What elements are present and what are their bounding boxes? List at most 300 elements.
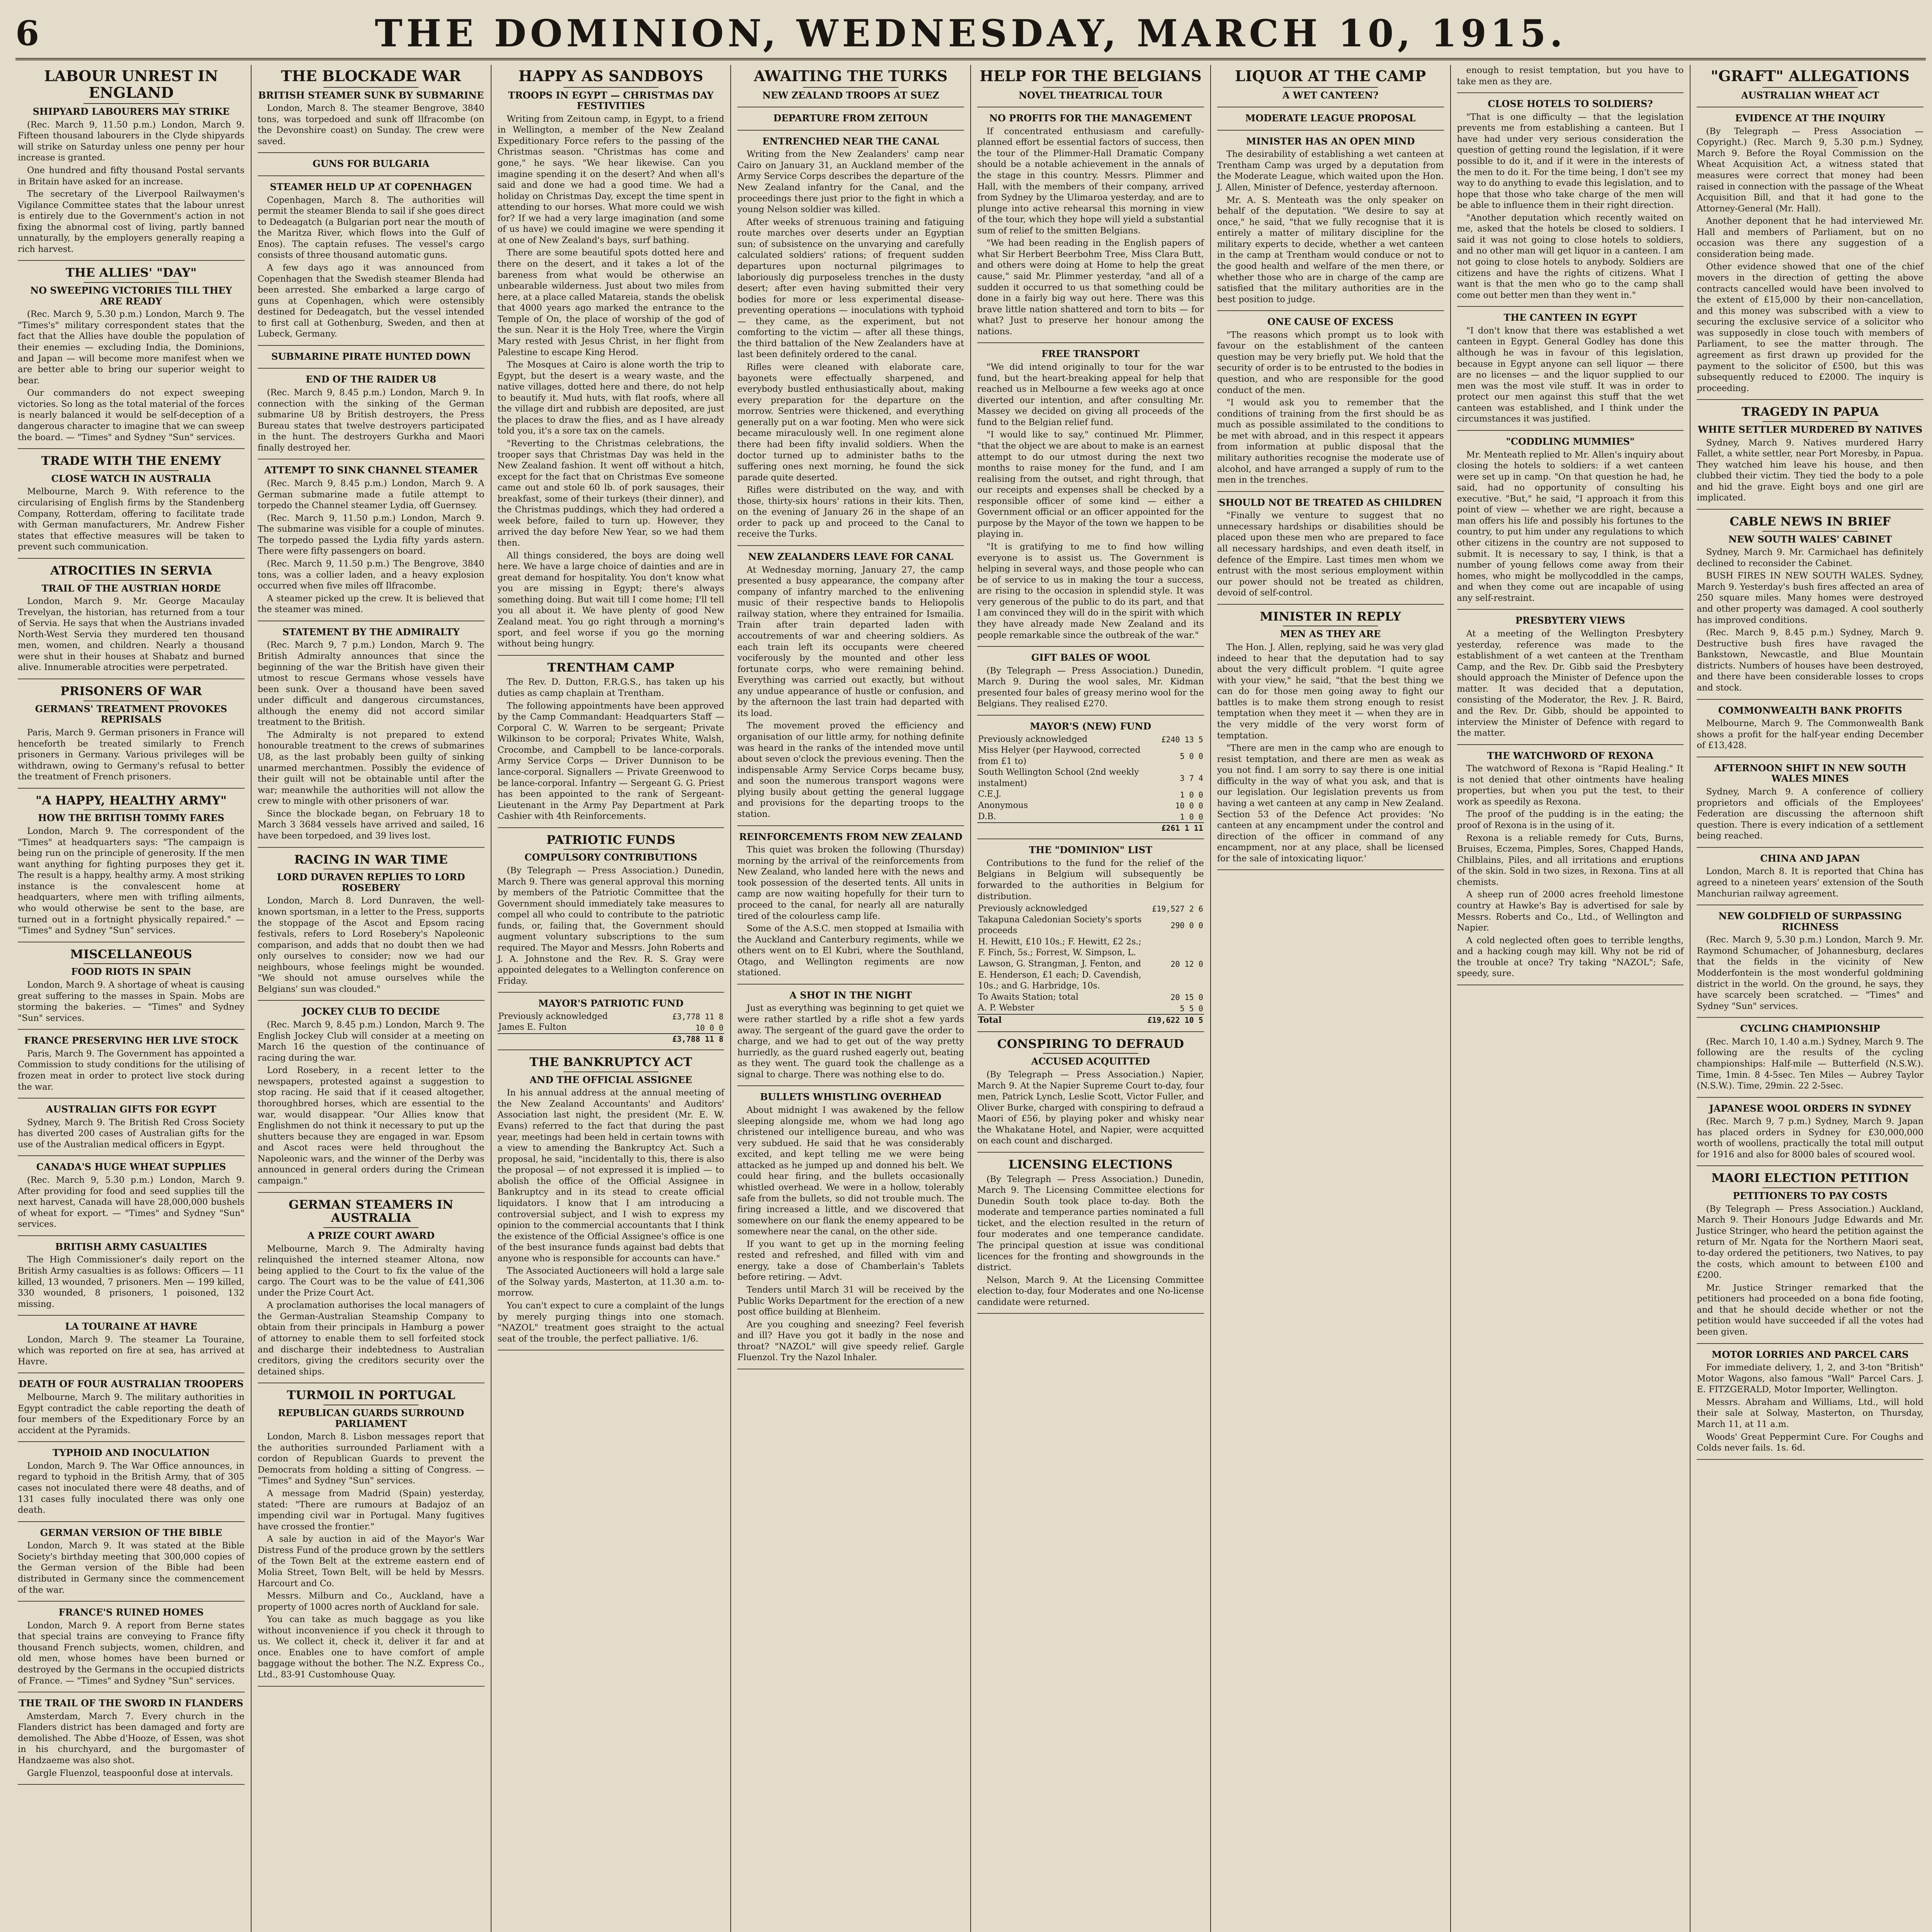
divider	[563, 849, 658, 850]
article	[18, 1698, 245, 1785]
list-row	[977, 734, 1204, 745]
donor-name: Miss Helyer (per Haywood, corrected from £1 to)	[978, 745, 1141, 766]
article	[1697, 405, 1923, 510]
divider	[563, 1071, 658, 1072]
subheadline: LA TOURAINE AT HAVRE	[65, 1321, 197, 1332]
article-paragraph: London, March 8. The steamer Bengrove, 3840 tons, was torpedoed and sunk off Ilfracombe (on the Devonshire coast) on Sunday. The crew were saved.	[257, 103, 485, 146]
donor-name: C.E.J.	[978, 789, 1002, 799]
article	[18, 1321, 245, 1373]
subheadline: A WET CANTEEN?	[1282, 89, 1379, 101]
article-paragraph: The following appointments have been approved by the Camp Commandant: Headquarters Staff — Corporal C. W. Warren to be sergeant; Private Wilkinson to be corporal; Privates White, Walsh, Crocombe, and Campbell to be lance-corporals. Army Service Corps — Driver Dunnison to be lance-corporal. Signallers — Private Greenwood to be lance-corporal. Infantry — Sergeant G. G. Priest has been appointed to the rank of Sergeant-Lieutenant in the Army Pay Department at Park Cashier with 4th Reinforcements.	[497, 701, 724, 821]
divider	[1762, 87, 1857, 88]
article-paragraph: Writing from Zeitoun camp, in Egypt, to a friend in Wellington, a member of the New Zealand Expeditionary Force refers to the passing of the Christmas season. "Christmas has come and gone," he says. "We hear likewise. Can you imagine spending it on the desert? And when all's said and done we had a good time. We had a holiday on Christmas Day, except the time spent in attending to our horses. What more could we wish for? If we had a very large imagination (and some of us have) we could imagine we were spending it at one of New Zealand's bays, surf bathing.	[497, 114, 724, 245]
headline: CONSPIRING TO DEFRAUD	[997, 1037, 1184, 1051]
column-2	[252, 65, 492, 1932]
subheadline: DEATH OF FOUR AUSTRALIAN TROOPERS	[19, 1378, 244, 1390]
column-3	[492, 65, 731, 1932]
subheadline: CLOSE HOTELS TO SOLDIERS?	[1488, 98, 1653, 110]
article-paragraph: A proclamation authorises the local managers of the German-Australian Steamship Company to obtain from their principals in Hamburg a power of attorney to enable them to sell forfeited stock and discharge their indebtedness to Australian creditors, giving the creditors security over the detained ships.	[257, 1300, 485, 1377]
article	[258, 1006, 485, 1192]
article	[977, 845, 1204, 1032]
article-paragraph: Sydney, March 9. The British Red Cross Society has diverted 200 cases of Australian gifts for the use of the Australian medical officers in Egypt.	[18, 1117, 245, 1150]
article	[18, 1242, 245, 1316]
subheadline: ONE CAUSE OF EXCESS	[1267, 316, 1394, 328]
article	[977, 652, 1204, 716]
subheadline: FREE TRANSPORT	[1041, 348, 1140, 360]
subheadline: TRAIL OF THE AUSTRIAN HORDE	[41, 582, 221, 594]
article-paragraph: Paris, March 9. German prisoners in France will henceforth be treated similarly to French prisoners in Germany. Various privileges will be withdrawn, owing to Germany's refusal to better the treatment of French prisoners.	[18, 727, 245, 782]
article	[1457, 99, 1684, 307]
total-amount: £19,622 10 5	[1146, 1014, 1204, 1026]
total-label	[977, 823, 1160, 833]
subheadline: STEAMER HELD UP AT COPENHAGEN	[270, 181, 472, 192]
article-paragraph: Paris, March 9. The Government has appointed a Commission to study conditions for the utilising of frozen meat in order to protect live stock during the war.	[18, 1048, 245, 1092]
subheadline: NO SWEEPING VICTORIES TILL THEY ARE READY	[30, 285, 232, 307]
headline: AWAITING THE TURKS	[753, 67, 948, 85]
article	[977, 68, 1204, 107]
article-paragraph: The High Commissioner's daily report on the British Army casualties is as follows: Officers — 11 killed, 13 wounded, 7 prisoners. Men — 199 killed, 330 wounded, 8 prisoners, 1 poisoned, 132 missing.	[18, 1255, 245, 1309]
article-paragraph: London, March 9. A report from Berne states that special trains are conveying to France fifty thousand French subjects, women, children, and old men, whose homes have been burned or destroyed by the Germans in the occupied districts of France. — "Times" and Sydney "Sun" services.	[18, 1620, 245, 1686]
subheadline: AND THE OFFICIAL ASSIGNEE	[529, 1074, 692, 1085]
article	[18, 1104, 245, 1156]
masthead	[15, 12, 1926, 60]
donor-name: Anonymous	[978, 801, 1028, 811]
article-paragraph: "Reverting to the Christmas celebrations, the trooper says that Christmas Day was held in the New Zealand fashion. It went off without a hitch, except for the fact that on Christmas Eve someone came out and stole 60 lb. of pork sausages, their breakfast, some of their turkeys (their dinner), and the Christmas puddings, which they had ordered a week before, failed to turn up. However, they arrived the day before New Year, so we had them then.	[497, 439, 724, 548]
divider	[83, 282, 179, 283]
headline: RACING IN WAR TIME	[294, 852, 448, 867]
article	[1697, 1103, 1923, 1167]
article-paragraph: "I would like to say," continued Mr. Plimmer, "that the object we are about to make is an earnest attempt to do our utmost during the next two months to raise money for the fund, and I am realising from the outset, and right through, that our receipts and expenses shall be checked by a responsible officer of some kind — either a Government official or an officer appointed for the purpose by the Mayor of the town we happen to be playing in.	[977, 430, 1204, 539]
subheadline: REINFORCEMENTS FROM NEW ZEALAND	[739, 831, 963, 842]
subheadline: GERMAN VERSION OF THE BIBLE	[40, 1527, 223, 1538]
article-paragraph: (Rec. March 9, 8.45 p.m.) London, March 9. A German submarine made a futile attempt to torpedo the Channel steamer Lydia, off Guernsey.	[257, 478, 485, 511]
article-paragraph: London, March 9. The correspondent of the "Times" at headquarters says: "The campaign is being run on the principle of generosity. If the men want anything for fighting purposes they get it. The result is a happy, healthy army. A most striking instance is the convalescent home at headquarters, where men with trifling ailments, who would otherwise be sent to the base, are turned out in a fortnight physically repaired." — "Times" and Sydney "Sun" services.	[18, 826, 245, 936]
article-paragraph: The movement proved the efficiency and organisation of our little army, for nothing definite was heard in the ranks of the intended move until about seven o'clock the previous evening. Then the indispensable Army Service Corps became busy, and soon the numerous transport wagons were plying busily about getting the general luggage and provisions for the departing troops to the station.	[737, 721, 964, 819]
subheadline: NEW ZEALAND TROOPS AT SUEZ	[762, 89, 939, 101]
article-paragraph: (By Telegraph — Press Association.) Auckland, March 9. Their Honours Judge Edwards and Mr. Justice Stringer, who heard the petition against the return of Mr. Ngata for the Northern Maori seat, to-day ordered the petitioners, two Natives, to pay the costs, which amount to between £100 and £200.	[1697, 1204, 1923, 1281]
donor-name: A. P. Webster	[978, 1003, 1034, 1013]
subheadline: FOOD RIOTS IN SPAIN	[71, 966, 191, 978]
article-paragraph: (By Telegraph — Press Association.) Dunedin, March 9. The Licensing Committee elections for Dunedin South took place to-day. Both the moderate and temperance parties nominated a full ticket, and the election resulted in the return of four moderates and one temperance candidate. The principal question at issue was conditional licences for the fronting and showgrounds in the district.	[977, 1174, 1204, 1273]
headline: "GRAFT" ALLEGATIONS	[1711, 67, 1910, 85]
article-paragraph: You can't expect to cure a complaint of the lungs by merely purging things into one stomach. "NAZOL" treatment goes straight to the actual seat of the trouble, the perfect palliative. 1/6.	[497, 1301, 724, 1344]
donation-amount: 10 0 0	[1175, 801, 1203, 811]
subheadline: MOTOR LORRIES AND PARCEL CARS	[1711, 1349, 1909, 1360]
divider	[1043, 87, 1138, 88]
article	[18, 794, 245, 942]
subheadline: A SHOT IN THE NIGHT	[789, 989, 912, 1001]
article	[18, 1607, 245, 1692]
subheadline: LORD DURAVEN REPLIES TO LORD ROSEBERY	[277, 871, 465, 893]
article	[18, 564, 245, 679]
headline: THE ALLIES' "DAY"	[65, 266, 197, 280]
article-paragraph: Other evidence showed that one of the chief movers in the direction of getting the above contracts cancelled would have been involved to the extent of £15,000 by their non-cancellation, and this money was subscribed with a view to securing the exclusive service of a solicitor who was supposedly in close touch with members of Parliament, to see the matter through. The agreement as first drawn up provided for the payment to the solicitor of £500, but this was subsequently reduced to £2000. The inquiry is proceeding.	[1697, 262, 1923, 393]
subheadline: MAYOR'S PATRIOTIC FUND	[538, 998, 684, 1009]
list-row	[977, 915, 1204, 937]
article-paragraph: The Associated Auctioneers will hold a large sale of the Solway yards, Masterton, at 11.30 a.m. to-morrow.	[497, 1266, 724, 1298]
article	[977, 113, 1204, 343]
divider	[83, 470, 179, 471]
subscription-list	[977, 903, 1204, 1026]
subheadline: SUBMARINE PIRATE HUNTED DOWN	[271, 350, 471, 362]
subheadline: NEW SOUTH WALES' CABINET	[1728, 533, 1892, 545]
subheadline: A PRIZE COURT AWARD	[307, 1230, 435, 1241]
divider	[323, 87, 418, 88]
article	[498, 998, 724, 1050]
donation-amount: 20 15 0	[1170, 993, 1203, 1002]
article	[977, 721, 1204, 839]
article-paragraph: Are you coughing and sneezing? Feel feverish and ill? Have you got it badly in the nose and throat? "NAZOL" will give speedy relief. Gargle Fluenzol. Try the Nazol Inhaler.	[737, 1319, 964, 1363]
subheadline: REPUBLICAN GUARDS SURROUND PARLIAMENT	[278, 1407, 464, 1429]
article-paragraph: "Finally we venture to suggest that no unnecessary hardships or disabilities should be placed upon these men who are prepared to face all necessary hardships, and even death itself, in defence of the Empire. Last times men whom we entrust with the most serious employment within our power should not be treated as children, devoid of self-control.	[1217, 510, 1444, 598]
headline: MAORI ELECTION PETITION	[1711, 1171, 1909, 1185]
article-paragraph: The watchword of Rexona is "Rapid Healing." It is not denied that other ointments have healing properties, but when you put the test, to their work as speedily as Rexona.	[1457, 764, 1684, 807]
article-paragraph: The Hon. J. Allen, replying, said he was very glad indeed to hear that the deputation had to say about the very difficult problem. "I quite agree with your view," he said, "that the best thing we can do for those men going away to fight our battles is to make them strong enough to resist temptation when they meet it — when they are in the very middle of the very worst form of temptation.	[1217, 642, 1444, 741]
subheadline: NOVEL THEATRICAL TOUR	[1019, 89, 1163, 101]
article-paragraph: enough to resist temptation, but you have to take men as they are.	[1457, 65, 1684, 87]
subheadline: CHINA AND JAPAN	[1760, 852, 1860, 864]
article-paragraph: A sheep run of 2000 acres freehold limestone country at Hawke's Bay is advertised for sale by Messrs. Roberts and Co., Ltd., of Wellington and Napier.	[1457, 889, 1684, 933]
column-4	[731, 65, 971, 1932]
headline: THE BLOCKADE WAR	[281, 67, 461, 85]
donor-name: James E. Fulton	[498, 1022, 567, 1032]
headline: GERMAN STEAMERS IN AUSTRALIA	[289, 1197, 454, 1225]
article	[18, 454, 245, 559]
subheadline: THE WATCHWORD OF REXONA	[1487, 750, 1654, 761]
article-paragraph: Some of the A.S.C. men stopped at Ismailia with the Auckland and Canterbury regiments, while we others went on to El Kubri, where the Southland, Otago, and Wellington regiments are now stationed.	[737, 923, 964, 978]
article	[1457, 312, 1684, 431]
article-paragraph: Messrs. Milburn and Co., Auckland, have a property of 1000 acres north of Auckland for sale.	[257, 1591, 485, 1612]
subheadline: COMMONWEALTH BANK PROFITS	[1718, 704, 1902, 716]
column-6	[1211, 65, 1451, 1932]
article-paragraph: "We had been reading in the English papers of what Sir Herbert Beerbohm Tree, Miss Clara Butt, and others were doing at Home to help the great cause," said Mr. Plimmer yesterday, "and all of a sudden it occurred to us that something could be done in a fairly big way out here. There was this brave little nation shattered and torn to bits — for what? Just to preserve her honour among the nations.	[977, 238, 1204, 337]
subheadline: ACCUSED ACQUITTED	[1031, 1056, 1150, 1067]
article	[258, 351, 485, 369]
headline: TURMOIL IN PORTUGAL	[287, 1388, 456, 1403]
article-paragraph: There are some beautiful spots dotted here and there on the desert, and it takes a lot of the bareness from what would be otherwise an unbearable wilderness. Just about two miles from here, at a place called Matareia, stands the obelisk that 4000 years ago marked the entrance to the Temple of On, the place of worship of the god of the sun. Near it is the Holy Tree, where the Virgin Mary rested with Jesus Christ, in her flight from Palestine to escape King Herod.	[497, 248, 724, 357]
article-paragraph: "The reasons which prompt us to look with favour on the establishment of the canteen question may be very briefly put. We hold that the security of order is to be entrusted to the bodies in question, and who are responsible for the good conduct of the men.	[1217, 330, 1444, 395]
article-paragraph: "I don't know that there was established a wet canteen in Egypt. General Godley has done this although he was in favour of this legislation, because in Egypt anyone can sell liquor — there are no licenses — and the liquor supplied to our men was the most vile stuff. It was in order to protect our men against this stuff that the wet canteen was established, and I think under the circumstances it was justified.	[1457, 325, 1684, 424]
article-paragraph: (By Telegraph — Press Association.) Napier, March 9. At the Napier Supreme Court to-day, four men, Patrick Lynch, Leslie Scott, Victor Fuller, and Oliver Burke, charged with conspiring to defraud a Maori of £56, by playing poker and whisky near the Whakatane Hotel, and Napier, were acquitted on each count and discharged.	[977, 1069, 1204, 1146]
divider	[1043, 1053, 1138, 1054]
article-paragraph: In his annual address at the annual meeting of the New Zealand Accountants' and Auditors' Association last night, the president (Mr. E. W. Evans) referred to the fact that during the past year, meetings had been held in certain towns with a view to amending the Bankruptcy Act. Such a proposal, he said, "incidentally to this, there is also the proposal — of not expressed it is implied — to abolish the office of the Official Assignee in Bankruptcy and in its stead to create official liquidators. I know that I am introducing a controversial subject, and I wish to express my opinion to the commercial accountants that I think the existence of the Official Assignee's office is one of the best insurance funds against bad debts that anyone who is responsible for accounts can have."	[497, 1088, 724, 1264]
subheadline: NO PROFITS FOR THE MANAGEMENT	[989, 112, 1192, 124]
donor-name: H. Hewitt, £10 10s.; F. Hewitt, £2 2s.; F. Finch, 5s.; Forrest, W. Simpson, L. Lawson, G. Strangman, J. Fenton, and E. Henderson, £1 each; D. Cavendish, 10s.; and G. Harbridge, 10s.	[978, 937, 1141, 991]
subheadline: AUSTRALIAN WHEAT ACT	[1741, 89, 1879, 101]
article-paragraph: The Admiralty is not prepared to extend honourable treatment to the crews of submarines U8, as the last probably been guilty of sinking unarmed merchantmen. Possibly the evidence of their guilt will not be obtainable until after the war; meanwhile the authorities will not allow the crew to mingle with other prisoners of war.	[257, 730, 485, 806]
headline: MISCELLANEOUS	[70, 947, 192, 961]
article-paragraph: "That is one difficulty — that the legislation prevents me from establishing a canteen. But I have had under very serious consideration the question of getting round the legislation, if it were possible to do it, and if it were in the interests of the men to do it. For the time being, I don't see my way to do anything to evade this legislation, and to hope that those who take charge of the men will be able to influence them in their right direction.	[1457, 112, 1684, 211]
subheadline: GUNS FOR BULGARIA	[312, 158, 430, 170]
article	[737, 68, 964, 107]
article-paragraph: About midnight I was awakened by the fellow sleeping alongside me, whom we had long ago christened our intelligence bureau, and who was very subdued. He said that he was considerably excited, and kept telling me we were being attacked as he jumped up and donned his belt. We could hear firing, and the bullets occasionally whistled overhead. We were in a hollow, tolerably safe from the bullets, so did not trouble much. The firing increased a little, and we discovered that somewhere on our flank the enemy appeared to be somewhere near the canal, on the other side.	[737, 1105, 964, 1237]
article-paragraph: At a meeting of the Wellington Presbytery yesterday, reference was made to the establishment of a wet canteen at the Trentham Camp, and the Rev. Dr. Gibb said the Presbytery should approach the Minister of Defence upon the matter. It was decided that a deputation, consisting of the Moderator, the Rev. J. R. Baird, and the Rev. Dr. Gibb, should be appointed to interview the Minister of Defence with regard to the matter.	[1457, 629, 1684, 738]
donation-amount: 1 0 0	[1180, 790, 1203, 799]
article-paragraph: (By Telegraph — Press Association.) Dunedin, March 9. During the wool sales, Mr. Kidman presented four bales of greasy merino wool for the Belgians. They realised £270.	[977, 665, 1204, 709]
article-paragraph: London, March 9. The steamer La Touraine, which was reported on fire at sea, has arrived at Havre.	[18, 1334, 245, 1367]
headline: HELP FOR THE BELGIANS	[980, 67, 1202, 85]
donation-amount: 1 0 0	[1180, 812, 1203, 821]
article-paragraph: "There are men in the camp who are enough to resist temptation, and there are men as weak as you not find. I am sorry to say there is one initial difficulty in the way of what you ask, and that is our legislation. Our legislation prevents us from having a wet canteen at any camp in New Zealand. Section 53 of the Defence Act provides: 'No canteen at any encampment under the control and direction of the officer in command of any encampment, nor at any place, shall be licensed for the sale of intoxicating liquor.'	[1217, 743, 1444, 864]
subheadline: CYCLING CHAMPIONSHIP	[1740, 1023, 1880, 1034]
article	[498, 68, 724, 656]
subheadline: SHOULD NOT BE TREATED AS CHILDREN	[1219, 497, 1442, 508]
subheadline: BRITISH STEAMER SUNK BY SUBMARINE	[258, 89, 484, 101]
article-paragraph: Amsterdam, March 7. Every church in the Flanders district has been damaged and forty are demolished. The Abbe d'Hooze, of Essen, was shot in his churchyard, and the burgomaster of Handzaeme was also shot.	[18, 1711, 245, 1765]
article	[18, 685, 245, 789]
article-paragraph: Melbourne, March 9. With reference to the circularising of English firms by the Standenberg Company, Rotterdam, offering to facilitate trade with German manufacturers, Mr. Andrew Fisher states that effective measures will be taken to prevent such communication.	[18, 486, 245, 552]
article	[1457, 615, 1684, 745]
article-paragraph: For immediate delivery, 1, 2, and 3-ton "British" Motor Wagons, also famous "Wall" Parcel Cars. J. E. FITZGERALD, Motor Importer, Wellington.	[1697, 1362, 1923, 1395]
donation-amount: 20 12 0	[1170, 959, 1203, 969]
article	[1697, 853, 1923, 905]
article-paragraph: Rifles were cleaned with elaborate care, bayonets were effectually sharpened, and everybody bustled enthusiastically about, making every preparation for the departure on the morrow. Sentries were thickened, and everything generally put on a war footing. Men who were sick became miraculously well. In one regiment alone there had been fifty invalid soldiers. When the doctor turned up to administer baths to the suffering ones next morning, he found the sick parade quite deserted.	[737, 362, 964, 483]
subheadline: GERMANS' TREATMENT PROVOKES REPRISALS	[35, 703, 227, 725]
article-paragraph: (Rec. March 9, 11.50 p.m.) London, March 9. The submarine was visible for a couple of minutes. The torpedo passed the Lydia fifty yards astern. There were fifty passengers on board.	[257, 513, 485, 556]
article-paragraph: A cold neglected often goes to terrible lengths, and a hacking cough may kill. Why not be rid of the trouble at once? Try taking "NAZOL"; Safe, speedy, sure.	[1457, 935, 1684, 979]
article-paragraph: (Rec. March 9, 7 p.m.) London, March 9. The British Admiralty announces that since the beginning of the war the British have given their utmost to rescue Germans whose vessels have been sunk. Over a thousand have been saved under difficult and dangerous circumstances, although the enemy did not accord similar treatment to the British.	[257, 640, 485, 728]
article-paragraph: Messrs. Abraham and Williams, Ltd., will hold their sale at Solway, Masterton, on Thursday, March 11, at 11 a.m.	[1697, 1397, 1923, 1429]
article-paragraph: Sydney, March 9. Natives murdered Harry Fallet, a white settler, near Port Moresby, in Papua. They watched him leave his house, and then clubbed their victim. They tied the body to a pole and hid the grave. Eight boys and one girl are implicated.	[1697, 437, 1923, 503]
subheadline: PETITIONERS TO PAY COSTS	[1733, 1190, 1888, 1202]
article-paragraph: London, March 8. Lord Dunraven, the well-known sportsman, in a letter to the Press, supports the stoppage of the Ascot and Epsom racing festivals, refers to Lord Rosebery's Napoleonic comparison, and adds that no doubt then we had only ourselves to consider; now we had our neighbours, whose feelings might be wounded. "We should not amuse ourselves while the Belgians' sun was clouded."	[257, 896, 485, 994]
list-row	[977, 811, 1204, 823]
subheadline: AUSTRALIAN GIFTS FOR EGYPT	[46, 1104, 216, 1115]
newspaper-title: THE DOMINION, WEDNESDAY, MARCH 10, 1915.	[374, 12, 1567, 55]
article-paragraph: Tenders until March 31 will be received by the Public Works Department for the erection of a new post office building at Blenheim.	[737, 1285, 964, 1317]
article-paragraph: (Rec. March 9, 11.50 p.m.) The Bengrove, 3840 tons, was a collier laden, and a heavy explosion occurred when five miles off Ilfracombe.	[257, 558, 485, 591]
subheadline: THE TRAIL OF THE SWORD IN FLANDERS	[19, 1697, 243, 1709]
article	[1217, 136, 1444, 311]
donation-amount: 290 0 0	[1170, 921, 1203, 930]
subheadline: BULLETS WHISTLING OVERHEAD	[760, 1091, 942, 1103]
article-paragraph: London, March 8. Lisbon messages report that the authorities surrounded Parliament with a cordon of Republican Guards to prevent the Democrats from holding a sitting of Congress. — "Times" and Sydney "Sun" services.	[257, 1432, 485, 1486]
article-paragraph: One hundred and fifty thousand Postal servants in Britain have asked for an increase.	[18, 165, 245, 187]
list-row	[977, 789, 1204, 800]
article	[18, 1035, 245, 1099]
list-row	[977, 903, 1204, 915]
subheadline: DEPARTURE FROM ZEITOUN	[773, 112, 928, 124]
article-paragraph: (By Telegraph — Press Association — Copyright.) (Rec. March 9, 5.30 p.m.) Sydney, March 9. Before the Royal Commission on the Wheat Acquisition Act, a witness stated that measures were correct that money had been raised in connection with the passage of the Wheat Acquisition Bill, and that it had gone to the Attorney-General (Mr. Hall).	[1697, 126, 1923, 214]
article-paragraph: (Rec. March 9, 5.30 p.m.) London, March 9. After providing for food and seed supplies till the next harvest, Canada will have 28,000,000 bushels of wheat for export. — "Times" and Sydney "Sun" services.	[18, 1175, 245, 1230]
donor-name: Previously acknowledged	[498, 1011, 608, 1021]
article-paragraph: Sydney, March 9. Mr. Carmichael has definitely declined to reconsider the Cabinet.	[1697, 547, 1923, 568]
divider	[1762, 531, 1857, 532]
subheadline: COMPULSORY CONTRIBUTIONS	[524, 852, 697, 863]
article	[737, 1092, 964, 1369]
article-paragraph: Writing from the New Zealanders' camp near Cairo on January 31, an Auckland member of the Army Service Corps describes the departure of the New Zealand infantry for the Canal, and the proceedings there just prior to the fight in which a young Nelson soldier was killed.	[737, 149, 964, 215]
headline: TRAGEDY IN PAPUA	[1742, 405, 1879, 419]
article-paragraph: Sydney, March 9. A conference of colliery proprietors and officials of the Employees' Federation are discussing the afternoon shift question. There is every indication of a settlement being reached.	[1697, 787, 1923, 841]
article-paragraph: A few days ago it was announced from Copenhagen that the Swedish steamer Blenda had been arrested. She embarked a large cargo of guns at Copenhagen, which were ostensibly destined for Dedeagatch, but the vessel intended to first call at Gothenburg, Sweden, and then at Lubeck, Germany.	[257, 262, 485, 339]
headline: LICENSING ELECTIONS	[1009, 1157, 1173, 1172]
article-paragraph: Mr. Justice Stringer remarked that the petitioners had proceeded on a bona fide footing, and that he should decide whether or not the petition would have succeeded if all the votes had been given.	[1697, 1282, 1923, 1337]
divider	[83, 580, 179, 581]
article-paragraph: Mr. Menteath replied to Mr. Allen's inquiry about closing the hotels to soldiers: if a wet canteen were set up in camp. "On that question he had, he said, had no opportunity of consulting his executive. "But," he said, "I approach it from this point of view — whether we are right, because a man offers his life and possibly his fortunes to the country, to put him under any regulations to which other citizens in the country are not supposed to submit. It is necessary to say, I think, is that a number of young fellows come away from their homes, who might be mollycoddled in the camps, and when they come out are incapable of using any self-restraint.	[1457, 449, 1684, 603]
list-row	[977, 767, 1204, 789]
article	[737, 136, 964, 546]
divider	[323, 1227, 418, 1228]
headline: PATRIOTIC FUNDS	[546, 833, 675, 847]
divider	[83, 963, 179, 964]
article-paragraph: "Another deputation which recently waited on me, asked that the hotels be closed to soldiers. I said it was not going to close hotels to soldiers, and no other man will get liquor in a canteen. I am not going to close hotels to anybody. Soldiers are citizens and have the rights of citizens. What I want is that the men who go to the camp shall come out better men than they went in."	[1457, 213, 1684, 300]
article	[1697, 911, 1923, 1018]
article-paragraph: Another deponent that he had interviewed Mr. Hall and members of Parliament, but on no occasion was there any suggestion of a consideration being made.	[1697, 216, 1923, 259]
article	[258, 68, 485, 153]
subheadline: "CODDLING MUMMIES"	[1506, 435, 1635, 447]
subheadline: NEW ZEALANDERS LEAVE FOR CANAL	[748, 551, 954, 563]
article-paragraph: (Rec. March 9, 8.45 p.m.) London, March 9. In connection with the sinking of the German submarine U8 by British destroyers, the Press Bureau states that twelve destroyers participated in the hunt. The destroyers Gurkha and Maori finally destroyed her.	[257, 388, 485, 453]
subheadline: SHIPYARD LABOURERS MAY STRIKE	[32, 106, 230, 117]
article	[1697, 113, 1923, 400]
article	[977, 1158, 1204, 1314]
list-row	[977, 800, 1204, 811]
article-paragraph: Just as everything was beginning to get quiet we were rather startled by a rifle shot a few yards away. The sergeant of the guard gave the order to charge, and we had to get out of the way pretty hurriedly, as the guard rushed eagerly out, beating as they went. The guard took the challenge as a signal to charge. There was nothing else to do.	[737, 1003, 964, 1080]
article-paragraph: Our commanders do not expect sweeping victories. So long as the total material of the forces is nearly balanced it would be self-deception of a dangerous character to imagine that we can sweep the board. — "Times" and Sydney "Sun" services.	[18, 388, 245, 442]
subheadline: TYPHOID AND INOCULATION	[52, 1447, 210, 1459]
article-paragraph: London, March 9. The War Office announces, in regard to typhoid in the British Army, that of 305 cases not inoculated there were 48 deaths, and of 131 cases fully inoculated there was only one death.	[18, 1461, 245, 1515]
article-paragraph: A message from Madrid (Spain) yesterday, stated: "There are rumours at Badajoz of an impending civil war in Portugal. Many fugitives have crossed the frontier."	[257, 1488, 485, 1532]
donation-amount: £240 13 5	[1161, 735, 1203, 744]
subheadline: FRANCE PRESERVING HER LIVE STOCK	[24, 1035, 238, 1046]
article-paragraph: Nelson, March 9. At the Licensing Committee election to-day, four Moderates and one No-license candidate were returned.	[977, 1275, 1204, 1307]
list-row	[977, 937, 1204, 992]
subheadline: FRANCE'S RUINED HOMES	[58, 1607, 204, 1618]
article	[18, 1379, 245, 1442]
headline: LABOUR UNREST IN ENGLAND	[44, 67, 218, 101]
article-paragraph: Since the blockade began, on February 18 to March 3 3684 vessels have arrived and sailed, 16 have been torpedoed, and 39 lives lost.	[257, 808, 485, 841]
subheadline: MAYOR'S (NEW) FUND	[1030, 720, 1151, 732]
headline: ATROCITIES IN SERVIA	[50, 563, 212, 578]
article-paragraph: London, March 9. It was stated at the Bible Society's birthday meeting that 300,000 copies of the German version of the Bible had been distributed in Germany since the commencement of the war.	[18, 1541, 245, 1595]
article	[1697, 1172, 1923, 1344]
article	[258, 1389, 485, 1686]
article	[258, 182, 485, 346]
donation-amount: 3 7 4	[1180, 773, 1203, 783]
article	[18, 1527, 245, 1602]
article-paragraph: Melbourne, March 9. The Admiralty having relinquished the interned steamer Altona, now being applied to the Court to fix the value of the cargo. The Court was to be the value of £41,306 under the Prize Court Act.	[257, 1243, 485, 1298]
article-paragraph: London, March 8. It is reported that China has agreed to a nineteen years' extension of the South Manchurian railway agreement.	[1697, 866, 1923, 899]
divider	[83, 103, 179, 104]
donation-amount: 5 5 0	[1180, 1003, 1203, 1013]
article-paragraph: If you want to get up in the morning feeling rested and refreshed, and filled with vim and energy, take a dose of Chamberlain's Tablets before retiring. — Advt.	[737, 1239, 964, 1282]
total-label	[498, 1034, 651, 1044]
subheadline: AFTERNOON SHIFT IN NEW SOUTH WALES MINES	[1714, 762, 1906, 784]
subheadline: EVIDENCE AT THE INQUIRY	[1735, 112, 1885, 124]
subheadline: STATEMENT BY THE ADMIRALTY	[282, 626, 460, 638]
donor-name: Previously acknowledged	[978, 904, 1088, 914]
article-paragraph: After weeks of strenuous training and fatiguing route marches over deserts under an Egyptian sun; of subsistence on the unvarying and carefully calculated soldiers' rations; of frequent sudden departures upon nocturnal pilgrimages to laboriously dig purposeless trenches in the dusty desert; after even having submitted their very bodies for more or less experimental disease-preventing operations — inoculations with typhoid — they came, as the experiment, but not comforting to the victim — after all these things, the third battalion of the New Zealanders have at last been definitely ordered to the canal.	[737, 217, 964, 360]
article-paragraph: London, March 9. A shortage of wheat is causing great suffering to the masses in Spain. Mobs are storming the bakeries. — "Times" and Sydney "Sun" services.	[18, 980, 245, 1023]
article-paragraph: Rexona is a reliable remedy for Cuts, Burns, Bruises, Eczema, Pimples, Sores, Chapped Hands, Chilblains, Piles, and all irritations and eruptions of the skin. Sold in two sizes, in Rexona. Tins at all chemists.	[1457, 833, 1684, 887]
divider	[563, 87, 658, 88]
newspaper-columns	[12, 65, 1930, 1932]
article-paragraph: "We did intend originally to tour for the war fund, but the heart-breaking appeal for help that reached us in Melbourne a few weeks ago at once diverted our intention, and after consulting Mr. Massey we decided on giving all proceeds of the fund to the Belgian relief fund.	[977, 362, 1204, 427]
article	[18, 948, 245, 1030]
headline: PRISONERS OF WAR	[60, 684, 202, 699]
article-paragraph: Gargle Fluenzol, teaspoonful dose at intervals.	[27, 1768, 233, 1778]
article	[737, 551, 964, 826]
column-1	[12, 65, 252, 1932]
article	[737, 832, 964, 985]
headline: MINISTER IN REPLY	[1260, 609, 1401, 624]
article	[258, 627, 485, 848]
article-paragraph: A steamer picked up the crew. It is believed that the steamer was mined.	[257, 593, 485, 615]
article	[1217, 610, 1444, 871]
page-number: 6	[15, 13, 39, 53]
article-paragraph: Lord Rosebery, in a recent letter to the newspapers, protested against a suggestion to stop racing. He said that if it ceased altogether, thoroughbred horses, which are essential to the war, would disappear. "Our Allies know that Englishmen do not think it necessary to put up the shutters because they are engaged in war. Epsom and Ascot races were held throughout the Napoleonic wars, and the winner of the Derby was announced in general orders during the Crimean campaign."	[257, 1065, 485, 1186]
article-paragraph: If concentrated enthusiasm and carefully-planned effort be essential factors of success, then the tour of the Plimmer-Hall Dramatic Company should be a notable achievement in the annals of the stage in this country. Messrs. Plimmer and Hall, with the members of their company, arrived from Sydney by the Ulimaroa yesterday, and are to plunge into active rehearsal this morning in view of the tour, which they hope will yield a substantial sum of relief to the smitten Belgians.	[977, 126, 1204, 236]
article	[1457, 436, 1684, 610]
article	[18, 1447, 245, 1522]
article-paragraph: London, March 9. Mr. George Macaulay Trevelyan, the historian, has returned from a tour of Servia. He says that when the Austrians invaded North-West Servia they murdered ten thousand men, women, and children. Nearly a thousand were shut in their houses at Shabatz and burned alive. Innumerable atrocities were perpetrated.	[18, 596, 245, 673]
article	[1697, 1023, 1923, 1097]
article-paragraph: The Mosques at Cairo is alone worth the trip to Egypt, but the desert is a weary waste, and the native villages, dotted here and there, do not help to beautify it. Mud huts, with flat roofs, where all the village dirt and rubbish are deposited, are just the places to draw the flies, and as I have already told you, it's a sore tax on the camels.	[497, 360, 724, 436]
divider	[803, 87, 898, 88]
divider	[1762, 1187, 1857, 1188]
subheadline: HOW THE BRITISH TOMMY FARES	[38, 812, 224, 824]
column-8	[1690, 65, 1930, 1932]
article-paragraph: The proof of the pudding is in the eating; the proof of Rexona is in the using of it.	[1457, 809, 1684, 831]
subheadline: NEW GOLDFIELD OF SURPASSING RICHNESS	[1718, 910, 1902, 932]
subheadline: THE "DOMINION" LIST	[1029, 844, 1153, 856]
article	[1457, 750, 1684, 985]
article	[1217, 68, 1444, 107]
article	[1697, 1349, 1923, 1460]
subscription-list	[977, 734, 1204, 833]
subheadline: WHITE SETTLER MURDERED BY NATIVES	[1698, 423, 1923, 435]
article	[1217, 113, 1444, 131]
article-paragraph: The secretary of the Liverpool Railwaymen's Vigilance Committee states that the labour unrest is entirely due to the Government's action in not fixing the abnormal cost of living, partly banned unnaturally, by the employers generally reaping a rich harvest.	[18, 189, 245, 254]
article-paragraph: This quiet was broken the following (Thursday) morning by the arrival of the reinforcements from New Zealand, who landed here with the news and took possession of the deserted tents. All units in camp are now waiting hopefully for their turn to proceed to the canal, for nearly all are naturally tired of the colourless camp life.	[737, 845, 964, 921]
article	[737, 113, 964, 131]
list-total-row	[977, 1014, 1204, 1026]
headline: TRENTHAM CAMP	[547, 660, 675, 675]
article	[1457, 65, 1684, 93]
donation-amount: 10 0 0	[696, 1023, 724, 1032]
subheadline: THE CANTEEN IN EGYPT	[1503, 312, 1637, 323]
article-paragraph: (By Telegraph — Press Association.) Dunedin, March 9. There was general approval this morning by members of the Patriotic Committee that the Government should immediately take measures to compel all who could to contribute to the patriotic funds, or, failing that, the Government should augment voluntary subscriptions to the sum required. The Mayor and Messrs. John Roberts and J. A. Johnstone and the Rev. R. S. Gray were appointed delegates to a Wellington conference on Friday.	[497, 866, 724, 986]
article-paragraph: (Rec. March 9, 5.30 p.m.) London, March 9. Mr. Raymond Schumacher, of Johannesburg, declares that the fields in the vicinity of New Modderfontein is the most wonderful goldmining district in the world. On the ground, he says, they have scarcely been scratched. — "Times" and Sydney "Sun" services.	[1697, 935, 1923, 1011]
article-paragraph: Mr. A. S. Menteath was the only speaker on behalf of the deputation. "We desire to say at once," he said, "that we fully recognise that it is entirely a matter of military discipline for the military experts to decide, whether a wet canteen in the camp at Trentham would conduce or not to the good health and welfare of the men there, or whether those who are in charge of the camp are satisfied that the military authorities are in the best position to judge.	[1217, 195, 1444, 304]
article-paragraph: At Wednesday morning, January 27, the camp presented a busy appearance, the company after company of infantry marched to the enlivening music of their respective bands to Heliopolis railway station, where they entrained for Ismailia. Train after train departed laden with accoutrements of war and cheering soldiers. As each train left its occupants were cheered vociferously by the mounted and other less fortunate corps, who were remaining behind. Everything was carried out exactly, but without any undue appearance of hustle or confusion, and by the afternoon the last train had departed with its load.	[737, 565, 964, 718]
article-paragraph: (Rec. March 9, 5.30 p.m.) London, March 9. The "Times's" military correspondent states that the fact that the Allies have double the population of their enemies — excluding India, the Dominions, and Japan — will become more manifest when we are better able to bring our superior weight to bear.	[18, 309, 245, 386]
article-paragraph: (Rec. March 9, 7 p.m.) Sydney, March 9. Japan has placed orders in Sydney for £30,000,000 worth of woollens, practically the total mill output for 1916 and also for 8000 bales of scoured wool.	[1697, 1116, 1923, 1160]
article	[18, 1162, 245, 1236]
article-paragraph: Melbourne, March 9. The military authorities in Egypt contradict the cable reporting the death of four members of the Expeditionary Force by an accident at the Pyramids.	[18, 1392, 245, 1435]
subheadline: MEN AS THEY ARE	[1280, 628, 1381, 640]
subheadline: JAPANESE WOOL ORDERS IN SYDNEY	[1709, 1102, 1912, 1114]
total-amount: £261 1 11	[1161, 823, 1203, 833]
total-amount: £3,788 11 8	[651, 1034, 724, 1044]
column-7	[1451, 65, 1691, 1932]
article-paragraph: (Rec. March 9, 8.45 p.m.) London, March 9. The English Jockey Club will consider at a meeting on March 16 the question of the continuance of racing during the war.	[257, 1020, 485, 1063]
article	[258, 374, 485, 459]
donor-name: Previously acknowledged	[978, 734, 1088, 744]
article-paragraph: The Rev. D. Dutton, F.R.G.S., has taken up his duties as camp chaplain at Trentham.	[497, 677, 724, 699]
article-paragraph: "It is gratifying to me to find how willing everyone is to assist us. The Government is helping in several ways, and those people who can be of service to us in making the tour a success, are rising to the occasion in splendid style. It was very generous of the public to do its part, and that I am convinced they will do in the spirit with which they have already made New Zealand and its people remarkable since the outbreak of the war."	[977, 542, 1204, 640]
divider	[1762, 421, 1857, 422]
donation-amount: £19,527 2 6	[1152, 904, 1203, 914]
article	[258, 158, 485, 176]
list-total-row	[977, 823, 1204, 833]
subheadline: JOCKEY CLUB TO DECIDE	[302, 1006, 440, 1017]
list-row	[498, 1011, 724, 1022]
subheadline: ENTRENCHED NEAR THE CANAL	[762, 135, 939, 147]
article-paragraph: BUSH FIRES IN NEW SOUTH WALES. Sydney, March 9. Yesterday's bush fires affected an area of 250 square miles. Many homes were destroyed and other property was damaged. A cool southerly has improved conditions.	[1697, 571, 1923, 625]
article	[1697, 705, 1923, 757]
list-total-row	[498, 1034, 724, 1044]
